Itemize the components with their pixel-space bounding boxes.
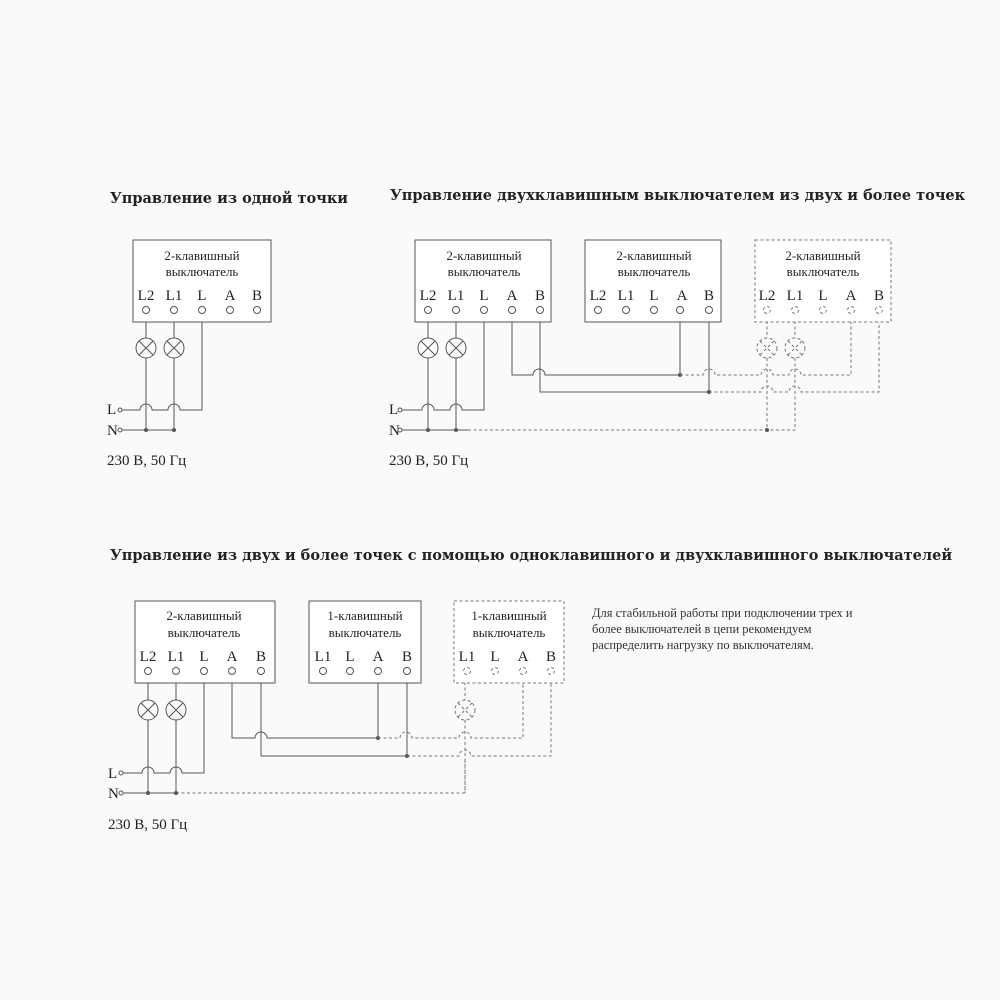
supply-spec-2: 230 В, 50 Гц: [389, 453, 469, 469]
junction-dot: [172, 428, 176, 432]
terminal-label: B: [703, 288, 715, 304]
terminal-label: L: [199, 649, 209, 665]
wire-l: [123, 671, 204, 773]
terminal-label: L2: [758, 288, 776, 304]
terminal-label: L2: [419, 288, 437, 304]
switch-label-line-1: 2-клавишный: [616, 248, 692, 263]
terminal-label: L: [345, 649, 355, 665]
lamp-icon: [164, 338, 184, 358]
terminal-label: A: [224, 288, 236, 304]
supply-l-label-2: L: [389, 402, 399, 418]
note-line-1: Для стабильной работы при подключении трех и: [592, 606, 853, 620]
terminal-label: B: [255, 649, 267, 665]
terminal-label: L: [649, 288, 659, 304]
diagram-one-point: [118, 240, 271, 432]
terminal-label: B: [401, 649, 413, 665]
terminal-label: L2: [137, 288, 155, 304]
diagram-two-key-multi: [398, 240, 891, 432]
supply-terminal-n: [118, 428, 122, 432]
terminal-label: A: [517, 649, 529, 665]
wire-l: [402, 310, 484, 410]
supply-terminal-l: [118, 408, 122, 412]
switch-two-key-optional: [755, 240, 891, 322]
terminal-label: L: [479, 288, 489, 304]
diagram-mixed: [119, 601, 564, 795]
note-line-2: более выключателей в цепи рекомендуем: [592, 622, 812, 636]
terminal-label: L1: [617, 288, 635, 304]
section-title-two-key-multi: Управление двухклавишным выключателем из двух и более точек: [390, 187, 966, 204]
wire-n-dashed: [176, 760, 465, 793]
switch-two-key: [133, 240, 271, 322]
lamp-icon: [446, 338, 466, 358]
terminal-label: L1: [458, 649, 476, 665]
lamp-icon: [785, 338, 805, 358]
terminal-label: L1: [314, 649, 332, 665]
junction-dot: [144, 428, 148, 432]
switch-label-line-2: выключатель: [167, 625, 241, 640]
switch-two-key: [585, 240, 721, 322]
terminal-label: B: [873, 288, 885, 304]
terminal-label: L1: [165, 288, 183, 304]
switch-label-line-1: 2-клавишный: [446, 248, 522, 263]
switch-label-line-2: выключатель: [617, 264, 691, 279]
switch-label-line-1: 1-клавишный: [327, 608, 403, 623]
supply-spec-1: 230 В, 50 Гц: [107, 453, 187, 469]
wire-traveller-b: [261, 671, 407, 756]
terminal-label: L2: [139, 649, 157, 665]
terminal-label: A: [226, 649, 238, 665]
lamp-icon: [136, 338, 156, 358]
wire-traveller-b-dashed: [407, 671, 551, 756]
terminal-label: B: [534, 288, 546, 304]
supply-spec-3: 230 В, 50 Гц: [108, 817, 188, 833]
switch-label-line-2: выключатель: [447, 264, 521, 279]
lamp-icon: [757, 338, 777, 358]
terminal-label: L2: [589, 288, 607, 304]
switch-one-key: [309, 601, 421, 683]
section-title-one-point: Управление из одной точки: [110, 190, 349, 207]
terminal-label: A: [372, 649, 384, 665]
terminal-label: L1: [786, 288, 804, 304]
terminal-label: L: [490, 649, 500, 665]
terminal-label: L1: [167, 649, 185, 665]
switch-label-line-2: выключатель: [472, 625, 546, 640]
supply-l-label-3: L: [108, 766, 118, 782]
wire-n-dashed: [468, 382, 795, 430]
lamp-icon: [455, 700, 475, 720]
lamp-icon: [166, 700, 186, 720]
note-line-3: распределить нагрузку по выключателям.: [592, 638, 814, 652]
lamp-icon: [418, 338, 438, 358]
switch-label-line-1: 2-клавишный: [785, 248, 861, 263]
switch-one-key-optional: [454, 601, 564, 683]
terminal-label: A: [506, 288, 518, 304]
supply-l-label-1: L: [107, 402, 117, 418]
supply-n-label-1: N: [107, 423, 118, 439]
switch-label-line-2: выключатель: [786, 264, 860, 279]
wire-l: [122, 310, 202, 410]
switch-label-line-1: 1-клавишный: [471, 608, 547, 623]
terminal-label: L: [818, 288, 828, 304]
section-title-mixed: Управление из двух и более точек с помощью одноклавишного и двухклавишного выключателей: [110, 547, 953, 564]
switch-label-line-1: 2-клавишный: [164, 248, 240, 263]
terminal-label: L: [197, 288, 207, 304]
supply-n-label-2: N: [389, 423, 400, 439]
switch-label-line-2: выключатель: [328, 625, 402, 640]
switch-two-key: [135, 601, 275, 683]
lamp-icon: [138, 700, 158, 720]
switch-two-key: [415, 240, 551, 322]
terminal-label: B: [251, 288, 263, 304]
supply-n-label-3: N: [108, 786, 119, 802]
terminal-label: A: [676, 288, 688, 304]
terminal-label: L1: [447, 288, 465, 304]
switch-label-line-2: выключатель: [165, 264, 239, 279]
terminal-label: A: [845, 288, 857, 304]
terminal-label: B: [545, 649, 557, 665]
switch-label-line-1: 2-клавишный: [166, 608, 242, 623]
